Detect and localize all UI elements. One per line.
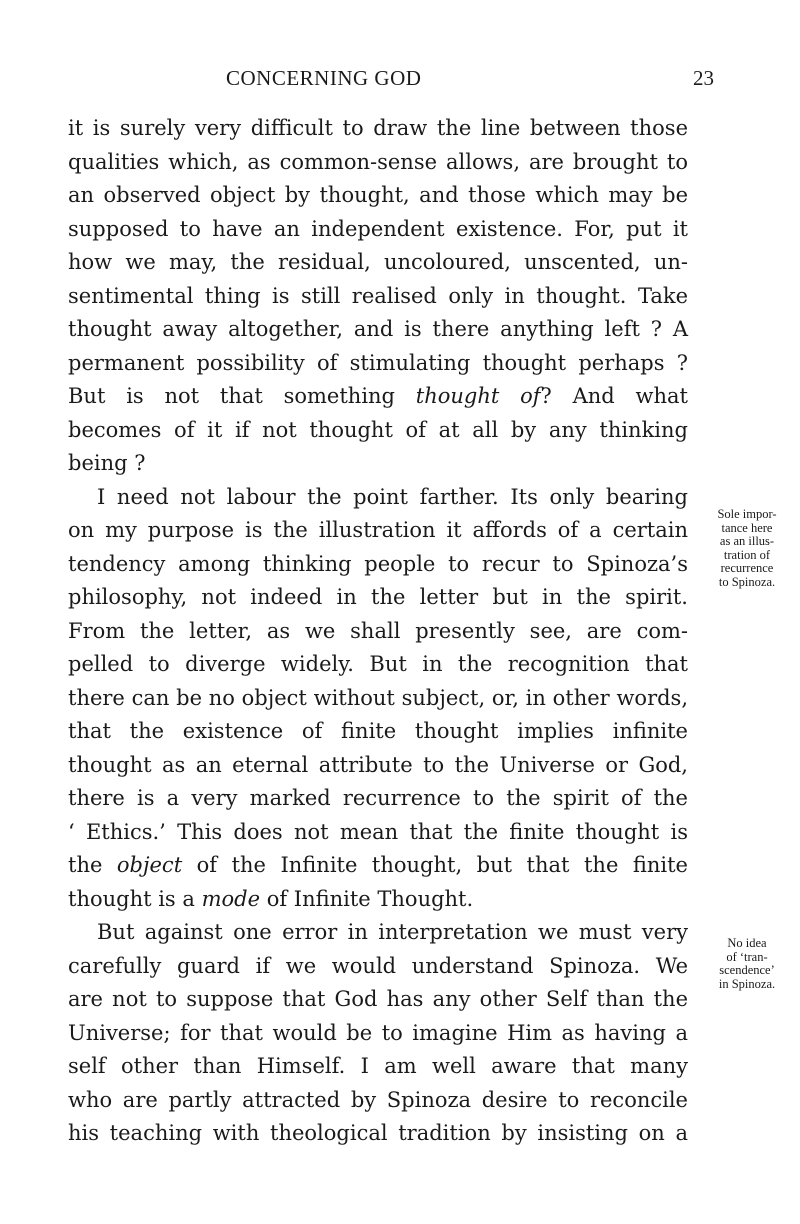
text-line: his teaching with theological tradition by insisting on a	[68, 1121, 688, 1145]
text-line: an observed object by thought, and those which may be	[68, 183, 688, 207]
text-segment: of Infinite Thought.	[260, 886, 474, 911]
text-line: supposed to have an independent existence. For, put it	[68, 216, 688, 241]
text-line: permanent possibility of stimulating thought perhaps ?	[68, 350, 688, 375]
margin-note-line: scendence’	[719, 963, 775, 977]
text-line: qualities which, as common-sense allows, are brought to	[68, 149, 688, 174]
page-header	[0, 66, 800, 96]
text-line: tendency among thinking people to recur to Spinoza’s	[68, 551, 688, 576]
text-line: there can be no object without subject, or, in other words,	[68, 685, 688, 710]
text-line: being ?	[68, 451, 146, 475]
text-line: pelled to diverge widely. But in the recognition that	[68, 652, 688, 676]
text-line: From the letter, as we shall presently see, are com-	[68, 618, 688, 643]
running-head: CONCERNING GOD	[226, 66, 422, 90]
emphasis: thought of	[415, 384, 541, 408]
text-segment: But is not that something	[68, 384, 416, 408]
text-line: there is a very marked recurrence to the spirit of the	[68, 786, 688, 810]
text-line: But against one error in interpretation we must very	[97, 920, 688, 944]
text-line: carefully guard if we would understand Spinoza. We	[68, 953, 688, 978]
text-line: that the existence of finite thought implies infinite	[68, 719, 688, 743]
text-line: Universe; for that would be to imagine Him as having a	[68, 1020, 688, 1045]
text-line: thought as an eternal attribute to the Universe or God,	[68, 752, 688, 777]
text-segment: the	[68, 853, 117, 877]
margin-note-sole-importance	[697, 508, 797, 589]
text-line: philosophy, not indeed in the letter but in the spirit.	[68, 585, 688, 609]
text-line: becomes of it if not thought of at all by any thinking	[68, 417, 688, 442]
margin-note-line: recurrence	[720, 561, 774, 575]
text-line: it is surely very difficult to draw the line between those	[68, 116, 688, 140]
text-segment: ? And what	[540, 384, 688, 408]
text-line	[68, 884, 688, 914]
margin-note-line: Sole impor-	[717, 507, 777, 521]
margin-note-line: of ‘tran-	[726, 949, 768, 964]
emphasis: mode	[201, 886, 261, 911]
margin-note-line: in Spinoza.	[718, 976, 776, 991]
text-line: thought away altogether, and is there anything left ? A	[68, 317, 688, 341]
margin-note-line: to Spinoza.	[718, 574, 776, 589]
margin-note-line: tration of	[723, 547, 771, 562]
margin-note-line: as an illus-	[719, 534, 775, 548]
text-line: self other than Himself. I am well aware that many	[68, 1054, 688, 1078]
margin-note-line: tance here	[721, 520, 773, 535]
text-segment: thought is a	[68, 886, 202, 911]
text-line: who are partly attracted by Spinoza desire to reconcile	[68, 1087, 688, 1112]
margin-note-line: No idea	[727, 936, 767, 950]
margin-note-no-transcendence	[697, 937, 797, 991]
text-line: sentimental thing is still realised only in thought. Take	[68, 283, 688, 308]
page-number: 23	[693, 66, 714, 90]
text-line	[68, 381, 688, 411]
text-line: I need not labour the point farther. Its only bearing	[97, 484, 688, 509]
text-line: on my purpose is the illustration it affords of a certain	[68, 518, 688, 542]
text-line: ‘ Ethics.’ This does not mean that the finite thought is	[68, 819, 688, 844]
text-segment: of the Infinite thought, but that the finite	[182, 853, 688, 877]
text-line: how we may, the residual, uncoloured, unscented, un-	[68, 250, 688, 274]
text-line	[68, 850, 688, 880]
emphasis: object	[116, 853, 183, 877]
text-line: are not to suppose that God has any other Self than the	[68, 987, 688, 1011]
